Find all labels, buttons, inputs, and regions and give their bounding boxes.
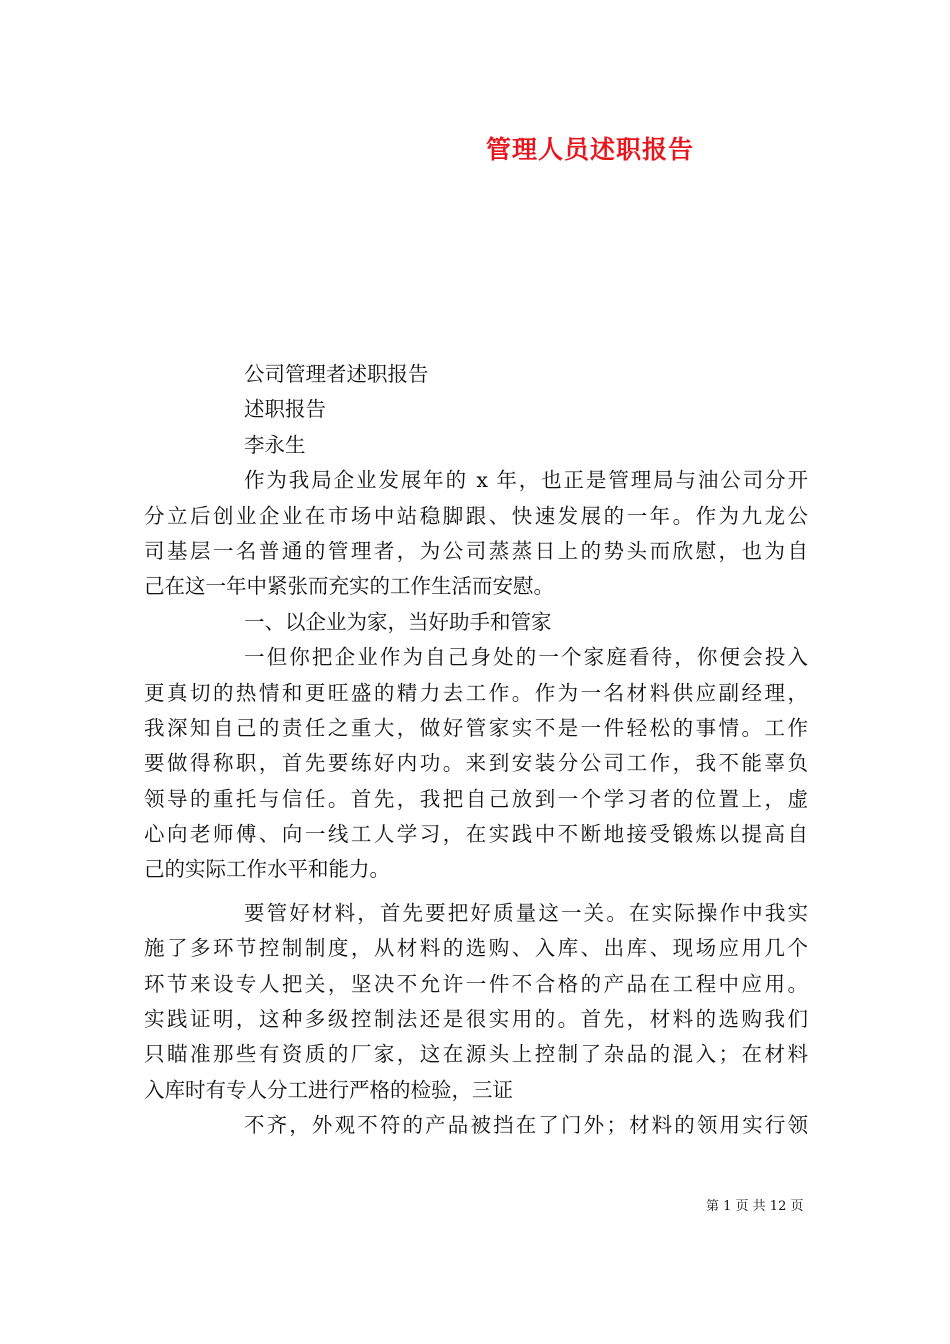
text-line: 司基层一名普通的管理者，为公司蒸蒸日上的势头而欣慰，也为自 xyxy=(144,538,808,563)
section-heading: 一、以企业为家，当好助手和管家 xyxy=(244,609,552,634)
text-line-report-label: 述职报告 xyxy=(244,397,326,422)
text-line: 不齐，外观不符的产品被挡在了门外；材料的领用实行领 xyxy=(244,1113,808,1138)
text-line: 分立后创业企业在市场中站稳脚跟、快速发展的一年。作为九龙公 xyxy=(144,503,808,528)
text-line: 作为我局企业发展年的 x 年，也正是管理局与油公司分开 xyxy=(244,468,808,493)
text-line: 更真切的热情和更旺盛的精力去工作。作为一名材料供应副经理， xyxy=(144,680,808,705)
text-line: 我深知自己的责任之重大，做好管家实不是一件轻松的事情。工作 xyxy=(144,715,808,740)
text-line: 环节来设专人把关，坚决不允许一件不合格的产品在工程中应用。 xyxy=(144,971,808,996)
text-line: 己的实际工作水平和能力。 xyxy=(144,857,390,882)
text-line: 只瞄准那些有资质的厂家，这在源头上控制了杂品的混入；在材料 xyxy=(144,1042,808,1067)
document-title: 管理人员述职报告 xyxy=(485,135,694,164)
text-line: 要管好材料，首先要把好质量这一关。在实际操作中我实 xyxy=(244,900,808,925)
text-line: 要做得称职，首先要练好内功。来到安装分公司工作，我不能辜负 xyxy=(144,751,808,776)
text-line: 己在这一年中紧张而充实的工作生活而安慰。 xyxy=(144,574,554,599)
text-line: 一但你把企业作为自己身处的一个家庭看待，你便会投入 xyxy=(244,645,808,670)
text-line: 实践证明，这种多级控制法还是很实用的。首先，材料的选购我们 xyxy=(144,1007,808,1032)
text-line: 施了多环节控制制度，从材料的选购、入库、出库、现场应用几个 xyxy=(144,936,808,961)
text-line: 入库时有专人分工进行严格的检验，三证 xyxy=(144,1077,513,1102)
paragraph-gap xyxy=(144,888,808,896)
text-line: 心向老师傅、向一线工人学习，在实践中不断地接受锻炼以提高自 xyxy=(144,822,808,847)
text-line: 领导的重托与信任。首先，我把自己放到一个学习者的位置上，虚 xyxy=(144,786,808,811)
document-body xyxy=(144,357,808,1144)
text-line-author: 李永生 xyxy=(244,432,306,457)
text-line-subtitle: 公司管理者述职报告 xyxy=(244,362,429,386)
page-number: 第 1 页 共 12 页 xyxy=(706,1199,804,1214)
